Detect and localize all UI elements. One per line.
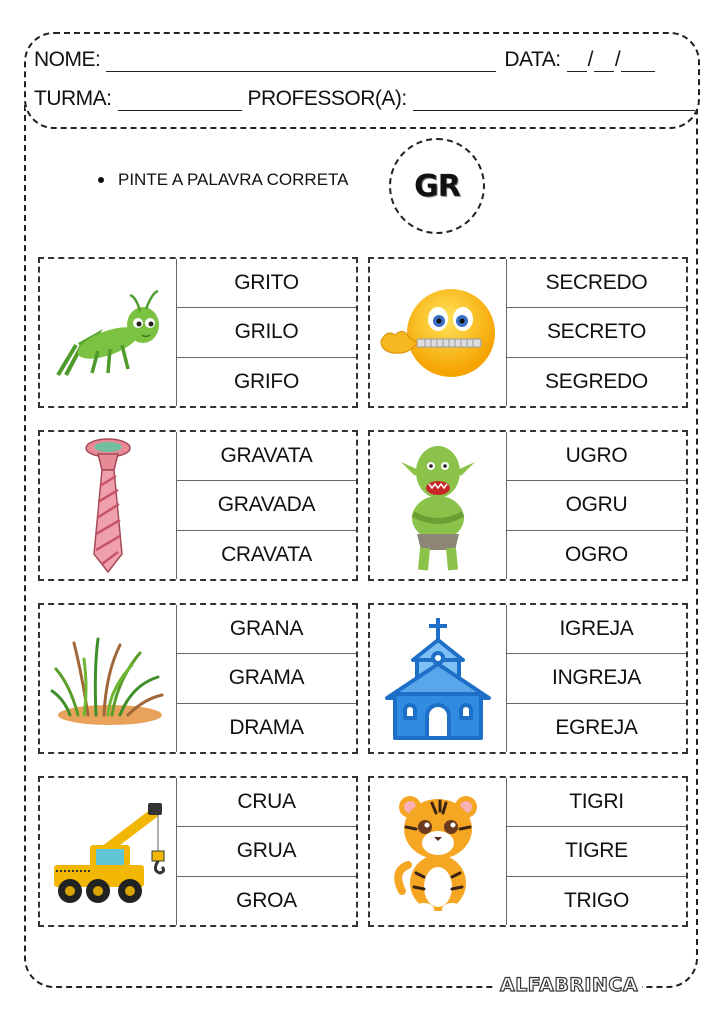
crane-truck-icon [40, 778, 176, 925]
word-card [38, 257, 358, 408]
word-option[interactable]: GRAVATA [177, 432, 356, 481]
instruction [98, 170, 349, 190]
word-option[interactable]: GROA [236, 888, 297, 912]
word-option[interactable]: OGRU [507, 481, 686, 530]
word-card [368, 430, 688, 581]
class-field[interactable] [118, 92, 242, 111]
word-option[interactable]: TRIGO [564, 888, 629, 912]
word-card [38, 430, 358, 581]
name-field[interactable] [106, 53, 496, 72]
date-day-field[interactable] [567, 53, 587, 72]
word-option[interactable]: SEGREDO [545, 369, 648, 393]
word-option[interactable]: CRAVATA [221, 542, 312, 566]
zipped-mouth-emoji-icon [370, 259, 506, 406]
class-label: TURMA: [34, 87, 112, 110]
necktie-icon [40, 432, 176, 579]
word-option[interactable]: GRILO [177, 308, 356, 357]
instruction-text: PINTE A PALAVRA CORRETA [118, 170, 349, 189]
word-option[interactable]: TIGRI [507, 778, 686, 827]
name-row [34, 48, 655, 72]
word-option[interactable]: OGRO [565, 542, 628, 566]
word-option[interactable]: INGREJA [507, 654, 686, 703]
word-option[interactable]: IGREJA [507, 605, 686, 654]
student-info-header [24, 32, 700, 129]
date-label: DATA: [504, 48, 561, 71]
ogre-icon [370, 432, 506, 579]
bullet-icon [98, 177, 104, 183]
word-card [368, 776, 688, 927]
word-card [368, 257, 688, 408]
word-option[interactable]: EGREJA [555, 715, 638, 739]
word-option[interactable]: GRIFO [234, 369, 299, 393]
word-option[interactable]: GRITO [177, 259, 356, 308]
word-card [368, 603, 688, 754]
word-card [38, 603, 358, 754]
syllable-badge-text: GR [414, 168, 460, 204]
word-option[interactable]: GRANA [177, 605, 356, 654]
word-option[interactable]: TIGRE [507, 827, 686, 876]
tiger-cub-icon [370, 778, 506, 925]
word-option[interactable]: CRUA [177, 778, 356, 827]
word-option[interactable]: GRAMA [177, 654, 356, 703]
brand-logo: ALFABRINCA [496, 974, 642, 996]
syllable-badge [389, 138, 485, 234]
word-option[interactable]: SECREDO [507, 259, 686, 308]
class-teacher-row [34, 87, 695, 111]
grass-icon [40, 605, 176, 752]
word-card [38, 776, 358, 927]
date-year-field[interactable] [621, 53, 655, 72]
grasshopper-icon [40, 259, 176, 406]
word-option[interactable]: GRAVADA [177, 481, 356, 530]
date-separator: / [587, 48, 593, 71]
teacher-label: PROFESSOR(A): [247, 87, 407, 110]
date-separator: / [614, 48, 621, 71]
word-option[interactable]: UGRO [507, 432, 686, 481]
name-label: NOME: [34, 48, 101, 71]
teacher-field[interactable] [413, 92, 695, 111]
date-month-field[interactable] [594, 53, 614, 72]
word-option[interactable]: GRUA [177, 827, 356, 876]
word-option[interactable]: DRAMA [229, 715, 304, 739]
word-option[interactable]: SECRETO [507, 308, 686, 357]
church-icon [370, 605, 506, 752]
